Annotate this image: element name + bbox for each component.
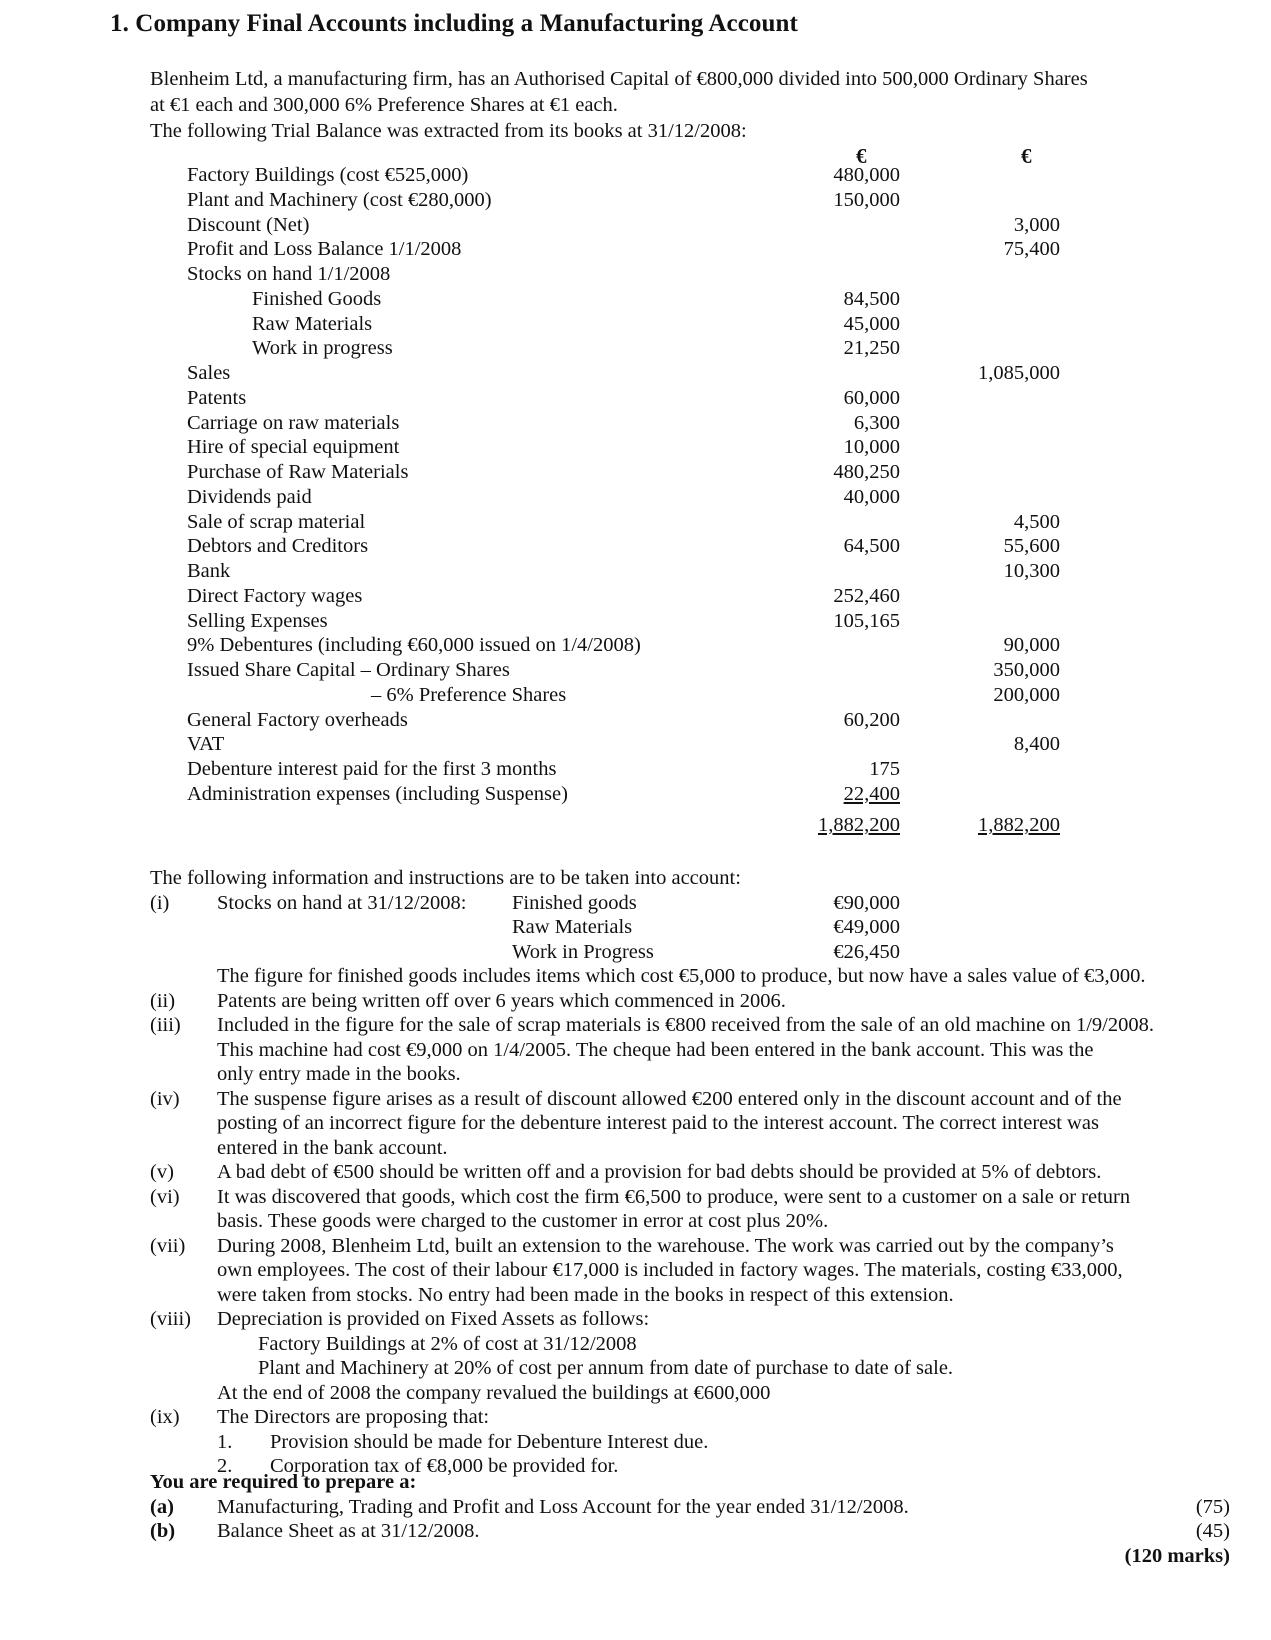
trial-balance-row (0, 335, 1271, 361)
trial-balance-row (0, 162, 1271, 188)
trial-balance-row (0, 261, 1271, 287)
credit-amount: 75,400 (1003, 238, 1060, 261)
intro-line: at €1 each and 300,000 6% Preference Shares at €1 each. (150, 94, 618, 116)
stock-value: €49,000 (833, 916, 900, 938)
stock-label: Raw Materials (512, 916, 633, 938)
account-name: Discount (Net) (187, 213, 310, 236)
account-name: General Factory overheads (187, 708, 408, 731)
trial-balance-row (0, 533, 1271, 559)
trial-balance-row (0, 311, 1271, 337)
info-item-i: (i) Stocks on hand at 31/12/2008: Finished goods €90,000 (150, 891, 900, 914)
debit-amount: 60,000 (843, 386, 900, 409)
debit-amount: 105,165 (833, 609, 900, 632)
trial-balance-row (0, 236, 1271, 262)
trial-balance-row (0, 558, 1271, 584)
credit-currency-header: € (1021, 144, 1032, 168)
account-name: Dividends paid (187, 485, 312, 508)
account-name: – 6% Preference Shares (371, 683, 567, 706)
account-name: Debtors and Creditors (187, 535, 369, 558)
trial-balance-row (0, 360, 1271, 386)
credit-amount: 4,500 (1013, 510, 1060, 533)
info-item-i-note: The figure for finished goods includes items which cost €5,000 to produce, but now have a sales value of €3,000. (217, 965, 1146, 987)
debit-amount: 21,250 (843, 337, 900, 360)
debit-amount: 60,200 (843, 708, 900, 731)
trial-balance-row (0, 781, 1271, 807)
info-item-vi: (vi) It was discovered that goods, which cost the firm €6,500 to produce, were sent to a customer on a sale or return (150, 1185, 1131, 1208)
total-marks-line (150, 1544, 1230, 1569)
trial-balance-row (0, 608, 1271, 634)
intro-line: Blenheim Ltd, a manufacturing firm, has an Authorised Capital of €800,000 divided into 500,000 Ordinary Shares (150, 68, 1088, 90)
info-item-iv: (iv) The suspense figure arises as a result of discount allowed €200 entered only in the discount account and of the (150, 1087, 1122, 1110)
debit-amount: 6,300 (853, 411, 900, 434)
info-item-ix: (ix) The Directors are proposing that: (150, 1406, 490, 1428)
info-heading: The following information and instructions are to be taken into account: (150, 867, 741, 889)
requirement-b: (b) Balance Sheet as at 31/12/2008. (45) (150, 1520, 1230, 1542)
account-name: 9% Debentures (including €60,000 issued on 1/4/2008) (187, 634, 641, 657)
trial-balance-row (0, 410, 1271, 436)
debit-amount: 64,500 (843, 535, 900, 558)
trial-balance-row (0, 434, 1271, 460)
trial-balance-row (0, 459, 1271, 485)
trial-balance-row (0, 583, 1271, 609)
account-name: Issued Share Capital – Ordinary Shares (187, 659, 510, 681)
account-name: Purchase of Raw Materials (187, 461, 409, 483)
marks-b: (45) (1195, 1520, 1230, 1542)
trial-balance-row (0, 484, 1271, 510)
debit-amount: 84,500 (843, 287, 900, 310)
stock-value: €26,450 (833, 940, 900, 963)
credit-amount: 3,000 (1013, 213, 1060, 236)
account-name: Sale of scrap material (187, 510, 366, 533)
debit-amount: 22,400 (843, 782, 900, 805)
account-name: Plant and Machinery (cost €280,000) (187, 188, 492, 211)
trial-balance-row (0, 756, 1271, 782)
account-name: Carriage on raw materials (187, 411, 400, 434)
account-name: Selling Expenses (187, 609, 328, 632)
account-name: VAT (187, 733, 225, 756)
credit-amount: 55,600 (1003, 535, 1060, 558)
info-item-vii: (vii) During 2008, Blenheim Ltd, built an extension to the warehouse. The work was carried out by the company’s (150, 1234, 1114, 1257)
trial-balance-row (0, 731, 1271, 757)
stock-label: Work in Progress (512, 940, 654, 963)
trial-balance-row (0, 212, 1271, 238)
requirements (150, 1470, 1230, 1568)
debit-amount: 45,000 (843, 312, 900, 335)
account-name: Finished Goods (252, 287, 382, 310)
trial-balance-row (0, 707, 1271, 733)
debit-amount: 480,250 (833, 461, 900, 483)
requirement-a: (a) Manufacturing, Trading and Profit and Loss Account for the year ended 31/12/2008. (75) (150, 1495, 1230, 1518)
debit-amount: 10,000 (843, 436, 900, 459)
account-name: Patents (187, 386, 247, 409)
stock-line (150, 940, 1250, 965)
account-name: Factory Buildings (cost €525,000) (187, 164, 469, 186)
info-item-viii: (viii) Depreciation is provided on Fixed Assets as follows: (150, 1308, 650, 1330)
stock-value: €90,000 (833, 891, 900, 914)
trial-balance-row (0, 682, 1271, 708)
trial-balance-total-row (0, 812, 1271, 838)
credit-amount: 350,000 (993, 659, 1060, 681)
account-name: Work in progress (252, 337, 393, 360)
question-title: 1. Company Final Accounts including a Manufacturing Account (110, 10, 798, 37)
trial-balance-row (0, 286, 1271, 312)
trial-balance-row (0, 509, 1271, 535)
debit-amount: 40,000 (843, 485, 900, 508)
account-name: Hire of special equipment (187, 436, 400, 459)
marks-a: (75) (1195, 1495, 1230, 1518)
total-marks: (120 marks) (1124, 1544, 1230, 1567)
info-item-iii: (iii) Included in the figure for the sale of scrap materials is €800 received from the sale of an old machine on 1/9/2008. (150, 1014, 1154, 1036)
account-name: Administration expenses (including Suspense) (187, 782, 568, 805)
info-item-v: (v) A bad debt of €500 should be written off and a provision for bad debts should be provided at 5% of debtors. (150, 1161, 1102, 1183)
intro-line: The following Trial Balance was extracted from its books at 31/12/2008: (150, 120, 747, 142)
credit-amount: 200,000 (993, 683, 1060, 706)
account-name: Stocks on hand 1/1/2008 (187, 263, 391, 285)
requirements-heading: You are required to prepare a: (150, 1471, 417, 1493)
trial-balance-row (0, 187, 1271, 213)
account-name: Raw Materials (252, 312, 373, 335)
credit-amount: 1,085,000 (978, 362, 1060, 384)
account-name: Debenture interest paid for the first 3 months (187, 758, 557, 780)
trial-balance-row (0, 385, 1271, 411)
trial-balance-row (0, 657, 1271, 683)
debit-currency-header: € (856, 144, 867, 168)
credit-total: 1,882,200 (978, 814, 1060, 836)
credit-amount: 8,400 (1013, 733, 1060, 756)
debit-amount: 480,000 (833, 164, 900, 186)
account-name: Profit and Loss Balance 1/1/2008 (187, 238, 462, 261)
account-name: Sales (187, 362, 231, 384)
info-item-ii: (ii) Patents are being written off over 6 years which commenced in 2006. (150, 989, 786, 1012)
debit-total: 1,882,200 (818, 814, 900, 836)
stock-line (150, 915, 1250, 940)
debit-amount: 175 (869, 758, 900, 780)
account-name: Direct Factory wages (187, 584, 363, 607)
debit-amount: 150,000 (833, 188, 900, 211)
account-name: Bank (187, 560, 231, 582)
trial-balance-row (0, 632, 1271, 658)
credit-amount: 90,000 (1003, 634, 1060, 657)
credit-amount: 10,300 (1003, 560, 1060, 582)
additional-information: The following information and instructions are to be taken into account: (i) Stocks on hand at 31/12/2008: Finished goods €90,000 Raw Materials €49,000 Work in Progress €26,450 The figure for finished goods includes items which cost €5,000 to produce, but now have a sales value of €3,000. (ii) Patents are being written off over 6 years which commenced in 2006. (iii) Included in the figure for the sale of scrap materials is €800 received from the sale of an old machine on 1/9/2008. This machine had cost €9,000 on 1/4/2005. The cheque had been entered in the bank account. This was the only entry made in the books. (iv) The suspense figure arises as a result of discount allowed €200 entered only in the discount account and of the posting of an incorrect figure for the debenture interest paid to the interest account. The correct interest was entered in the bank account. (v) A bad debt of €500 should be written off and a provision for bad debts should be provided at 5% of debtors. (vi) It was discovered that goods, which cost the firm €6,500 to produce, were sent to a customer on a sale or return basis. These goods were charged to the customer in error at cost plus 20%. (vii) During 2008, Blenheim Ltd, built an extension to the warehouse. The work was carried out by the company’s own employees. The cost of their labour €17,000 is included in factory wages. The materials, costing €33,000, were taken from stocks. No entry had been made in the books in respect of this extension. (viii) Depreciation is provided on Fixed Assets as follows: Factory Buildings at 2% of cost at 31/12/2008 Plant and Machinery at 20% of cost per annum from date of purchase to date of sale. At the end of 2008 the company revalued the buildings at €600,000 (ix) The Directors are proposing that: 1. Provision should be made for Debenture Interest due. 2. Corporation tax of €8,000 be provided for. (150, 866, 1250, 1479)
stock-label: Finished goods (512, 891, 637, 914)
debit-amount: 252,460 (833, 584, 900, 607)
intro-paragraph (150, 66, 1230, 144)
